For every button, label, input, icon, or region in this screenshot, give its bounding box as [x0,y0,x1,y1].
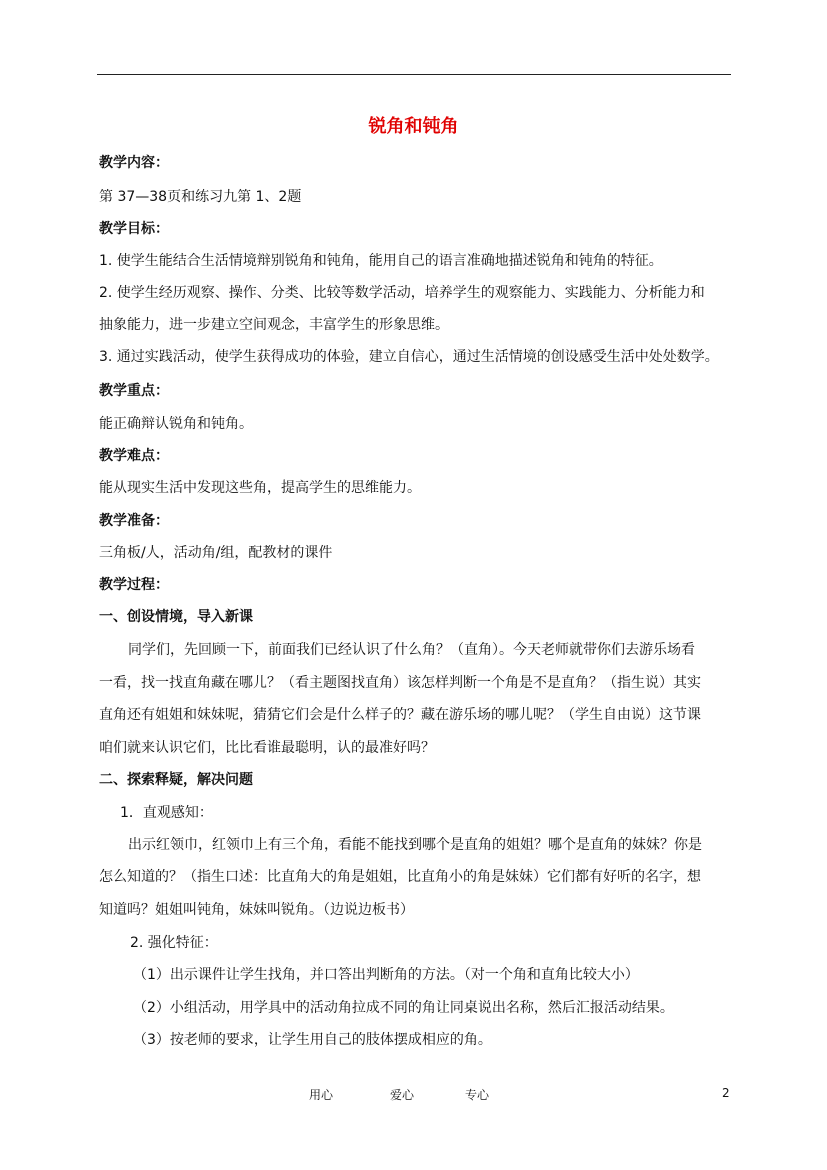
difficulty-text: 能从现实生活中发现这些角，提高学生的思维能力。 [99,480,421,496]
step-1-paragraph-line-1: 出示红领巾，红领巾上有三个角，看能不能找到哪个是直角的姐姐？哪个是直角的妹妹？你是 [128,837,702,853]
part-1-paragraph-line-3: 直角还有姐姐和妹妹呢，猜猜它们会是什么样子的？藏在游乐场的哪儿呢？（学生自由说）这节课 [99,707,701,723]
step-2-item-2: （2）小组活动，用学具中的活动角拉成不同的角让同桌说出名称，然后汇报活动结果。 [133,1000,674,1016]
step-1-paragraph-line-3: 知道吗？姐姐叫钝角，妹妹叫锐角。（边说边板书） [99,902,414,918]
page-number: 2 [722,1086,730,1100]
part-2-heading: 二、探索释疑，解决问题 [99,772,253,788]
footer-word-2: 爱心 [390,1088,415,1102]
step-2-item-1: （1）出示课件让学生找角，并口答出判断角的方法。（对一个角和直角比较大小） [133,967,639,983]
document-title: 锐角和钝角 [368,116,459,137]
goal-2-line-2: 抽象能力，进一步建立空间观念，丰富学生的形象思维。 [99,317,449,333]
content-text: 第 37—38页和练习九第 1、2题 [99,189,302,205]
goal-3: 3. 通过实践活动，使学生获得成功的体验，建立自信心，通过生活情境的创设感受生活中处处数学。 [99,349,719,365]
header-rule [97,74,731,75]
goal-1: 1. 使学生能结合生活情境辩别锐角和钝角，能用自己的语言准确地描述锐角和钝角的特征。 [99,253,663,269]
goal-2-line-1: 2. 使学生经历观察、操作、分类、比较等数学活动，培养学生的观察能力、实践能力、分析能力和 [99,285,705,301]
prep-text: 三角板/人，活动角/组，配教材的课件 [99,545,333,561]
part-1-paragraph-line-4: 咱们就来认识它们，比比看谁最聪明，认的最准好吗？ [99,740,435,756]
step-2-item-3: （3）按老师的要求，让学生用自己的肢体摆成相应的角。 [133,1032,492,1048]
content-heading: 教学内容： [99,155,169,171]
step-2-heading: 2. 强化特征： [130,935,218,951]
step-1-paragraph-line-2: 怎么知道的？（指生口述：比直角大的角是姐姐，比直角小的角是妹妹）它们都有好听的名字，想 [99,869,701,885]
key-text: 能正确辩认锐角和钝角。 [99,416,253,432]
footer-word-3: 专心 [465,1088,490,1102]
step-1-heading: 1．直观感知： [120,805,213,821]
part-1-paragraph-line-1: 同学们，先回顾一下，前面我们已经认识了什么角？（直角）。今天老师就带你们去游乐场看 [128,642,695,658]
process-heading: 教学过程： [99,577,169,593]
prep-heading: 教学准备： [99,513,169,529]
goals-heading: 教学目标： [99,221,169,237]
part-1-heading: 一、创设情境，导入新课 [99,609,253,625]
footer-word-1: 用心 [309,1088,334,1102]
key-heading: 教学重点： [99,383,169,399]
difficulty-heading: 教学难点： [99,448,169,464]
part-1-paragraph-line-2: 一看，找一找直角藏在哪儿？（看主题图找直角）该怎样判断一个角是不是直角？（指生说）其实 [99,675,701,691]
